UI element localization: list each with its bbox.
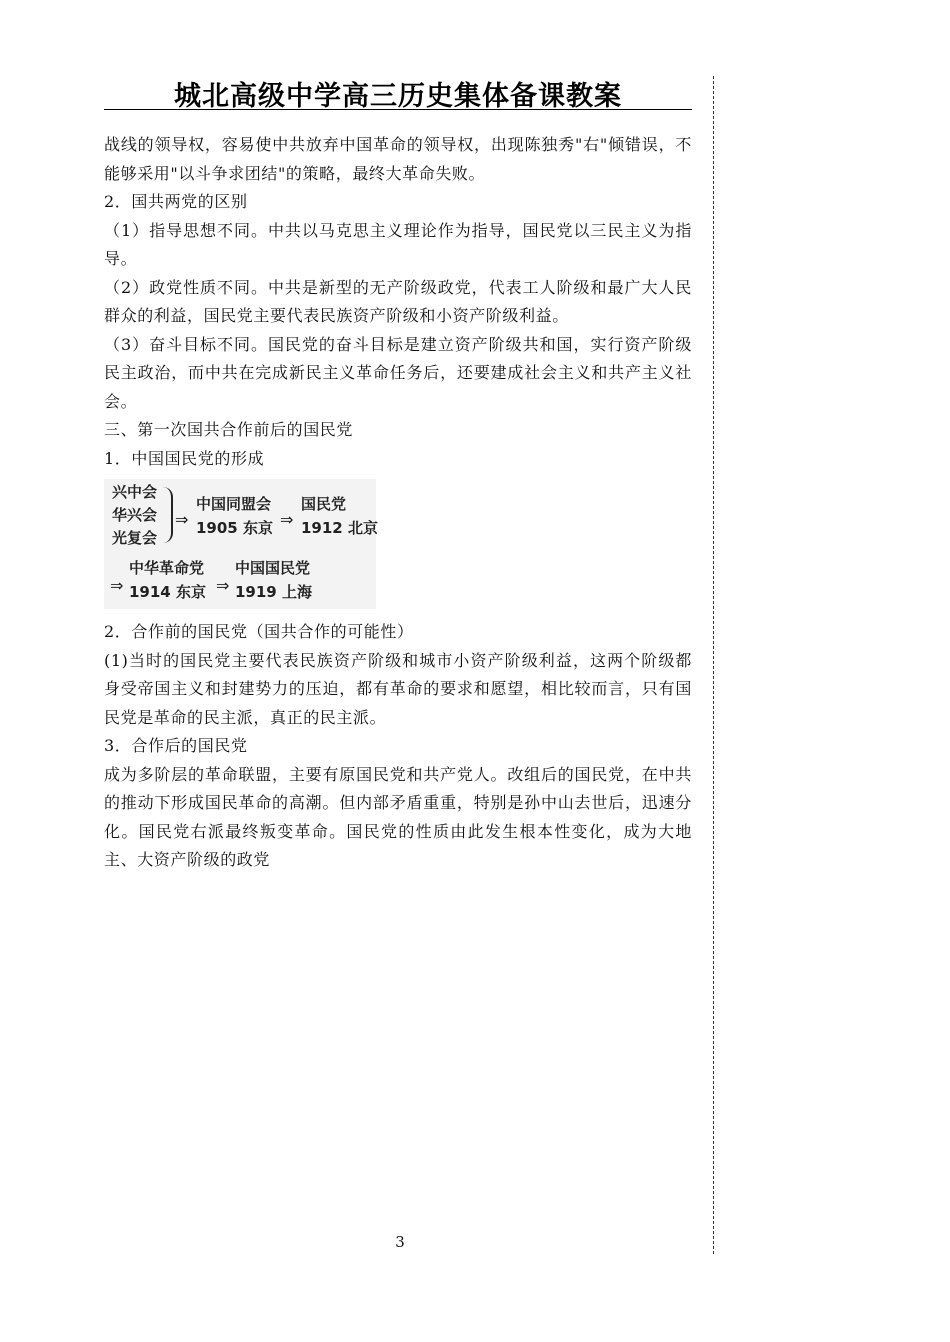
subheading-kmt-formation: 1．中国国民党的形成	[104, 448, 265, 468]
step-name: 中国同盟会	[196, 495, 272, 513]
paragraph-ideology: （1）指导思想不同。中共以马克思主义理论作为指导，国民党以三民主义为指导。	[104, 220, 692, 268]
subheading-kmt-before: 2．合作前的国民党（国共合作的可能性）	[104, 622, 414, 641]
step-info: 1914 东京	[129, 583, 206, 601]
document-body	[104, 131, 692, 875]
page-title: 城北高级中学高三历史集体备课教案	[174, 81, 622, 112]
brace-icon	[163, 487, 173, 543]
org-label: 光复会	[112, 529, 158, 547]
subheading-kmt-after: 3．合作后的国民党	[104, 736, 248, 755]
paragraph-goals: （3）奋斗目标不同。国民党的奋斗目标是建立资产阶级共和国，实行资产阶级民主政治，而中共在完成新民主义革命任务后，还要建成社会主义和共产主义社会。	[104, 334, 692, 411]
paragraph-kmt-before: (1)当时的国民党主要代表民族资产阶级和城市小资产阶级利益，这两个阶级都身受帝国主义和封建势力的压迫，都有革命的要求和愿望，相比较而言，只有国民党是革命的民主派，真正的民主派。	[104, 650, 692, 727]
arrow-icon: ⇒	[110, 576, 124, 595]
paragraph-kmt-after: 成为多阶层的革命联盟，主要有原国民党和共产党人。改组后的国民党，在中共的推动下形成国民革命的高潮。但内部矛盾重重，特别是孙中山去世后，迅速分化。国民党右派最终叛变革命。国民党的性质由此发生根本性变化，成为大地主、大资产阶级的政党	[104, 764, 692, 869]
paragraph-continuation: 战线的领导权，容易使中共放弃中国革命的领导权，出现陈独秀"右"倾错误，不能够采用"以斗争求团结"的策略，最终大革命失败。	[104, 135, 692, 183]
step-name: 国民党	[301, 495, 347, 513]
page-number: 3	[395, 1233, 405, 1251]
section-heading-party-differences: 2．国共两党的区别	[104, 192, 248, 211]
step-info: 1905 东京	[196, 519, 273, 537]
paragraph-party-nature: （2）政党性质不同。中共是新型的无产阶级政党，代表工人阶级和最广大人民群众的利益，国民党主要代表民族资产阶级和小资产阶级利益。	[104, 277, 692, 325]
step-name: 中华革命党	[129, 559, 205, 577]
binding-cut-line	[713, 76, 714, 1254]
arrow-icon: ⇒	[175, 510, 189, 529]
title-underline	[104, 109, 692, 110]
kmt-formation-diagram	[104, 479, 376, 609]
section-heading-kmt: 三、第一次国共合作前后的国民党	[104, 420, 354, 439]
step-name: 中国国民党	[235, 559, 311, 577]
org-label: 华兴会	[112, 506, 158, 524]
step-info: 1912 北京	[301, 519, 378, 537]
arrow-icon: ⇒	[216, 576, 230, 595]
arrow-icon: ⇒	[280, 510, 294, 529]
step-info: 1919 上海	[235, 583, 312, 601]
org-label: 兴中会	[112, 483, 158, 501]
